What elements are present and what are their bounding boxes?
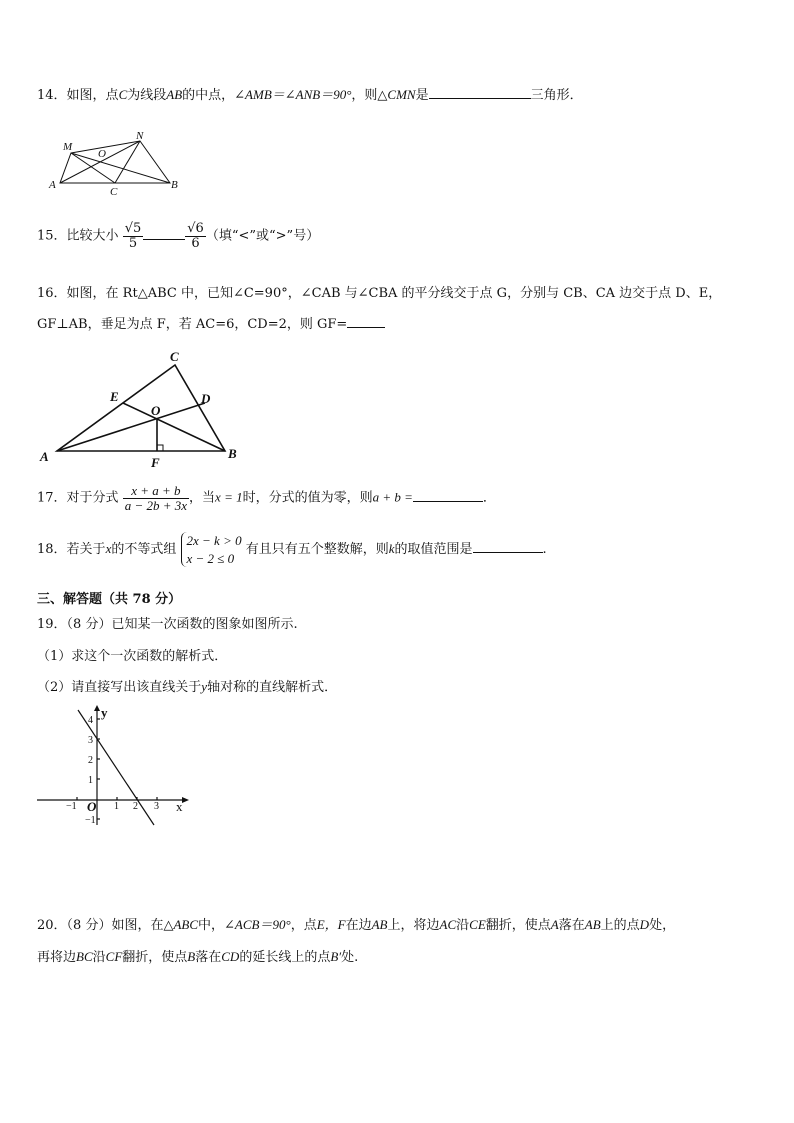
answer-blank[interactable]: [143, 227, 185, 240]
label-C: C: [170, 349, 179, 364]
q17-line: 17．对于分式 $\frac{x + a + b}{a - 2b + 3x}$ ，当x = 1时，分式的值为零，则a + b = ．: [37, 483, 496, 513]
x-tick: 2: [133, 801, 138, 812]
q16-line2: GF⊥AB，垂足为点 F，若 AC=6，CD=2，则 GF=: [37, 313, 385, 332]
y-tick: 4: [88, 715, 93, 726]
x-tick: 3: [154, 801, 159, 812]
inequality-system: 2x − k > 0 x − 2 ≤ 0: [181, 532, 242, 567]
x-tick: 1: [114, 801, 119, 812]
y-tick: 2: [88, 755, 93, 766]
y-axis-label: y: [101, 705, 108, 720]
section-title: 三、解答题（共 78 分）: [37, 592, 182, 607]
label-O: O: [151, 403, 161, 418]
q20-line1: 20．（8 分）如图，在△ABC中，∠ACB＝90°，点E，F在边AB上，将边AC沿CE翻折，使点A落在AB上的点D处，: [37, 917, 676, 933]
label-B: B: [228, 446, 237, 461]
q14-line: 14．如图，点C为线段AB的中点，∠AMB＝∠ANB＝90°，则△CMN是 三角形．: [37, 87, 583, 103]
answer-blank[interactable]: [413, 489, 483, 502]
label-A: A: [40, 449, 49, 464]
fraction: $\frac{√6}{6}$: [187, 221, 204, 251]
q16-line1: 16．如图，在 Rt△ABC 中，已知∠C=90°，∠CAB 与∠CBA 的平分线交于点 G，分别与 CB、CA 边交于点 D、E，: [37, 286, 722, 301]
x-axis-label: x: [176, 799, 183, 814]
x-tick: −1: [66, 801, 77, 812]
q15-line: 15．比较大小 $\frac{√5}{5}$ $\frac{√6}{6}$ （填“<”或“>”号）: [37, 221, 320, 251]
y-tick: −1: [85, 815, 96, 826]
q19-graph: [37, 705, 192, 830]
fraction: $\frac{√5}{5}$: [124, 221, 142, 251]
fraction: $\frac{x + a + b}{a - 2b + 3x}$: [124, 483, 188, 513]
label-O: O: [98, 148, 106, 160]
answer-blank[interactable]: [473, 540, 543, 553]
q19-part2: （2）请直接写出该直线关于y轴对称的直线解析式．: [37, 679, 338, 695]
label-D: D: [201, 391, 211, 406]
q14-figure: [45, 128, 185, 200]
y-tick: 3: [88, 735, 93, 746]
label-N: N: [136, 130, 144, 142]
q19-line1: 19．（8 分）已知某一次函数的图象如图所示.: [37, 617, 298, 632]
label-E: E: [110, 389, 119, 404]
origin-label: O: [87, 799, 97, 814]
label-B: B: [171, 179, 178, 191]
q20-line2: 再将边BC沿CF翻折，使点B落在CD的延长线上的点B′处.: [37, 949, 359, 965]
answer-blank[interactable]: [429, 86, 531, 99]
label-A: A: [49, 179, 56, 191]
q18-line: 18．若关于x的不等式组 2x − k > 0 x − 2 ≤ 0 有且只有五个整数解，则k的取值范围是 .: [37, 533, 547, 566]
label-F: F: [151, 455, 160, 470]
label-M: M: [63, 141, 73, 153]
q16-figure: [35, 345, 250, 473]
label-C: C: [110, 186, 118, 198]
answer-blank[interactable]: [347, 315, 385, 328]
y-tick: 1: [88, 775, 93, 786]
q19-part1: （1）求这个一次函数的解析式．: [37, 649, 228, 664]
